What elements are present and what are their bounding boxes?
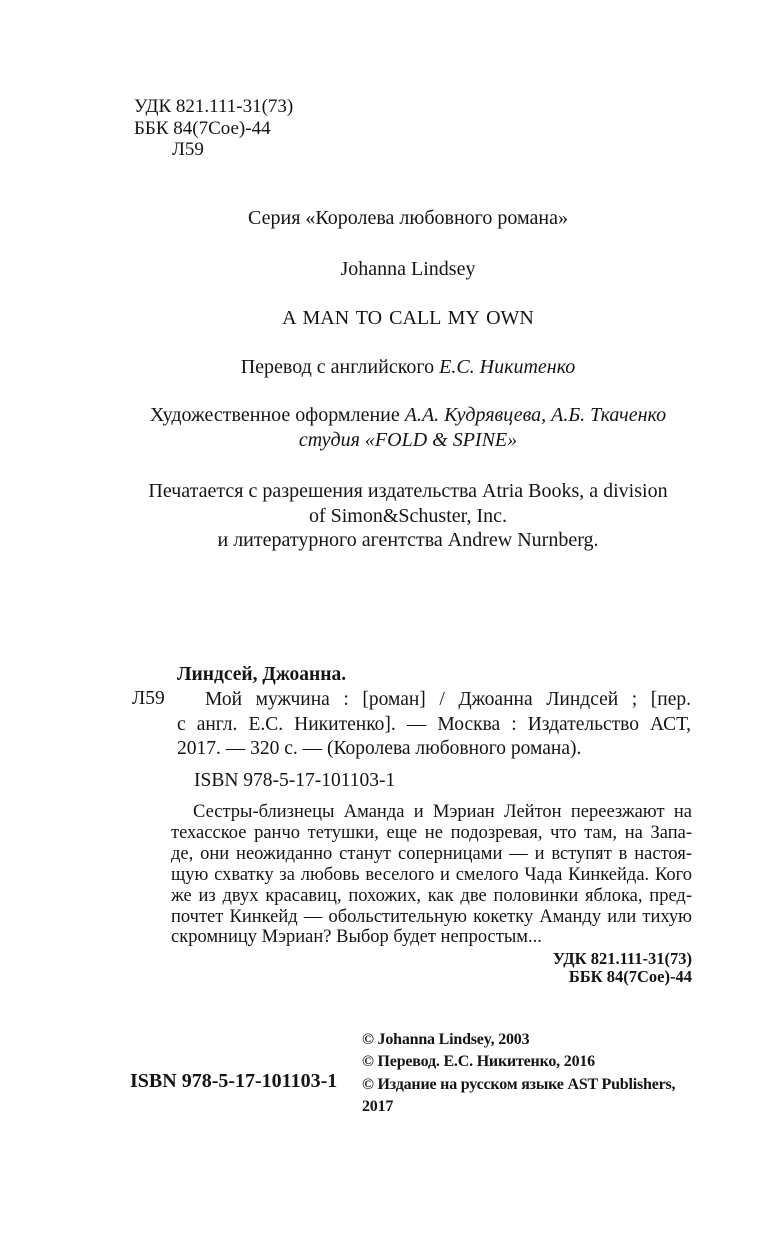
bib-author-sign: Л59 — [132, 688, 165, 709]
annotation-line: де, они неожиданно станут соперницами — и вступят в настоя- — [171, 843, 692, 864]
annotation-line: щую схватку за любовь веселого и смелого Чада Кинкейда. Кого — [171, 864, 692, 885]
annotation-line: почтет Кинкейд — обольстительную кокетку Аманду или тихую — [171, 906, 692, 927]
permission-line: Печатается с разрешения издательства Atria Books, a division — [148, 480, 668, 502]
author-sign: Л59 — [172, 139, 204, 160]
translation-credit — [130, 356, 686, 379]
udk-code: УДК 821.111-31(73) — [134, 96, 294, 117]
design-studio-line: студия «FOLD & SPINE» — [298, 429, 518, 451]
design-credit-line — [130, 403, 686, 428]
series-line: Серия «Королева любовного романа» — [248, 207, 568, 229]
annotation-line: Сестры-близнецы Аманда и Мэриан Лейтон переезжают на — [193, 802, 692, 822]
bib-author-heading: Линдсей, Джоанна. — [177, 664, 347, 685]
permission-block — [130, 479, 686, 553]
footer-bbk-code: ББК 84(7Сое)-44 — [568, 966, 692, 986]
isbn-record-line: ISBN 978-5-17-101103-1 — [194, 770, 396, 791]
annotation-line: техасское ранчо тетушки, еще не подозревая, что там, на Запа- — [171, 822, 692, 843]
annotation-line: же из двух красавиц, похожих, как две половинки яблока, пред- — [171, 885, 692, 906]
footer-classification-block — [300, 950, 692, 985]
footer-udk-code: УДК 821.111-31(73) — [552, 949, 692, 968]
author-name: Johanna Lindsey — [340, 258, 476, 280]
translator-name: Е.С. Никитенко — [439, 356, 576, 378]
copyright-line: © Johanna Lindsey, 2003 — [362, 1031, 530, 1048]
bib-record-line: Мой мужчина : [роман] / Джоанна Линдсей ; [пер. — [205, 689, 691, 710]
isbn-bottom: ISBN 978-5-17-101103-1 — [130, 1070, 338, 1092]
permission-line: of Simon&Schuster, Inc. — [308, 504, 508, 527]
design-credit-block — [130, 403, 686, 453]
translation-prefix: Перевод с английского — [240, 356, 440, 378]
bbk-code: ББК 84(7Сое)-44 — [134, 117, 271, 139]
top-classification-block — [134, 96, 293, 161]
designers-names: А.А. Кудрявцева, А.Б. Ткаченко — [404, 404, 667, 426]
copyright-line: © Издание на русском языке AST Publishers, 2017 — [362, 1075, 676, 1116]
bib-record-line: 2017. — 320 с. — (Королева любовного романа). — [177, 738, 582, 759]
annotation-line: скромницу Мэриан? Выбор будет непростым... — [171, 927, 542, 948]
copyright-line: © Перевод. Е.С. Никитенко, 2016 — [362, 1053, 595, 1071]
bib-record-line: с англ. Е.С. Никитенко]. — Москва : Издательство АСТ, — [177, 713, 691, 735]
permission-line: и литературного агентства Andrew Nurnberg. — [217, 529, 599, 551]
annotation-block — [171, 802, 692, 948]
copyright-block — [362, 1029, 702, 1119]
design-prefix: Художественное оформление — [149, 404, 405, 426]
bib-record — [177, 688, 691, 762]
original-title: A MAN TO CALL MY OWN — [282, 307, 534, 329]
